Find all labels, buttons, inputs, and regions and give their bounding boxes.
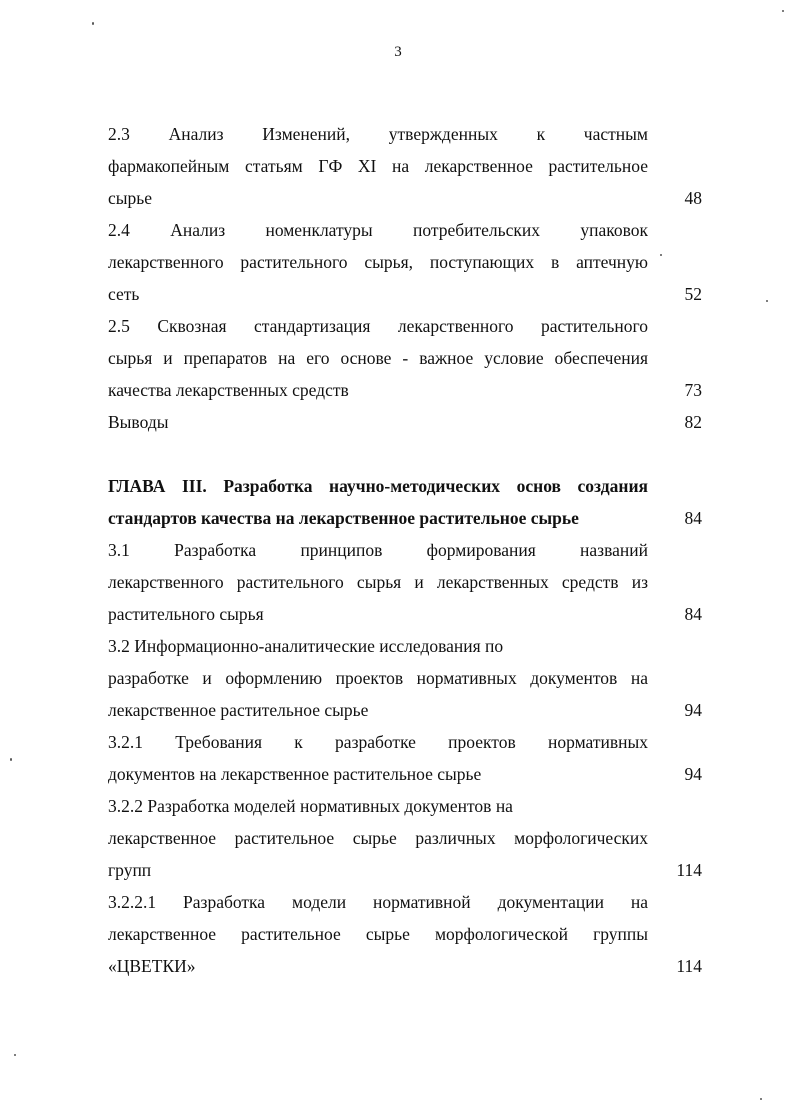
- toc-entry-line: лекарственное растительное сырье различных морфологических: [108, 828, 648, 848]
- toc-entry-line: документов на лекарственное растительное сырье: [108, 764, 482, 784]
- toc-entry-line: разработке и оформлению проектов нормативных документов на: [108, 668, 648, 688]
- scan-speck: [10, 758, 12, 761]
- toc-entry-line: лекарственное растительное сырье морфологической группы: [108, 924, 648, 944]
- toc-page-number: 114: [676, 860, 702, 880]
- toc-entry-line: 3.2.2 Разработка моделей нормативных документов на: [108, 796, 513, 816]
- toc-entry-line: растительного сырья: [108, 604, 264, 624]
- toc-entry-2-3: [108, 118, 648, 214]
- toc-page-number: 114: [676, 956, 702, 976]
- toc-entry-line: групп: [108, 860, 152, 880]
- toc-entry-3-2-1: [108, 726, 648, 790]
- toc-entry-line: «ЦВЕТКИ»: [108, 956, 196, 976]
- toc-entry-line: лекарственного растительного сырья, поступающих в аптечную: [108, 252, 648, 272]
- toc-entry-line: 3.2.2.1 Разработка модели нормативной документации на: [108, 892, 648, 912]
- toc-entry-line: 3.2 Информационно-аналитические исследования по: [108, 636, 504, 656]
- toc-entry-line: 3.2.1 Требования к разработке проектов нормативных: [108, 732, 648, 752]
- toc-entry-3-2: [108, 630, 648, 726]
- toc-entry-line: лекарственного растительного сырья и лекарственных средств из: [108, 572, 648, 592]
- toc-entry-line: 3.1 Разработка принципов формирования названий: [108, 540, 648, 560]
- toc-entry-line: стандартов качества на лекарственное растительное сырье: [108, 508, 579, 528]
- toc-entry-line: сырье: [108, 188, 153, 208]
- toc-entry-line: 2.5 Сквозная стандартизация лекарственного растительного: [108, 316, 648, 336]
- toc-page-number: 94: [684, 764, 702, 784]
- scan-speck: [92, 22, 94, 25]
- toc-entry-line: Выводы: [108, 412, 169, 432]
- toc-entry-conclusions: [108, 406, 648, 438]
- toc-entry-2-5: [108, 310, 648, 406]
- toc-entry-line: сырья и препаратов на его основе - важное условие обеспечения: [108, 348, 648, 368]
- toc-entry-line: качества лекарственных средств: [108, 380, 349, 400]
- toc-entry-line: ГЛАВА III. Разработка научно-методических основ создания: [108, 476, 648, 496]
- toc-page-number: 82: [684, 412, 702, 432]
- toc-page-number: 94: [684, 700, 702, 720]
- toc-page-number: 73: [684, 380, 702, 400]
- toc-entry-3-1: [108, 534, 648, 630]
- scan-speck: [782, 10, 784, 12]
- page-number: 3: [394, 44, 402, 60]
- toc-entry-3-2-2-1: [108, 886, 648, 982]
- scan-speck: [14, 1054, 16, 1056]
- scan-speck: [660, 254, 662, 256]
- toc-entry-line: лекарственное растительное сырье: [108, 700, 369, 720]
- toc-entry-line: фармакопейным статьям ГФ XI на лекарственное растительное: [108, 156, 648, 176]
- toc-entry-line: 2.3 Анализ Изменений, утвержденных к частным: [108, 124, 648, 144]
- toc-page-number: 84: [684, 508, 702, 528]
- toc-entry-line: сеть: [108, 284, 140, 304]
- toc-page-number: 48: [684, 188, 702, 208]
- toc-entry-line: 2.4 Анализ номенклатуры потребительских упаковок: [108, 220, 648, 240]
- toc-page-number: 84: [684, 604, 702, 624]
- toc-entry-2-4: [108, 214, 648, 310]
- toc-page-number: 52: [684, 284, 702, 304]
- scan-speck: [766, 300, 768, 302]
- toc-chapter-3-heading: [108, 470, 648, 534]
- scan-speck: [760, 1098, 762, 1100]
- toc-entry-3-2-2: [108, 790, 648, 886]
